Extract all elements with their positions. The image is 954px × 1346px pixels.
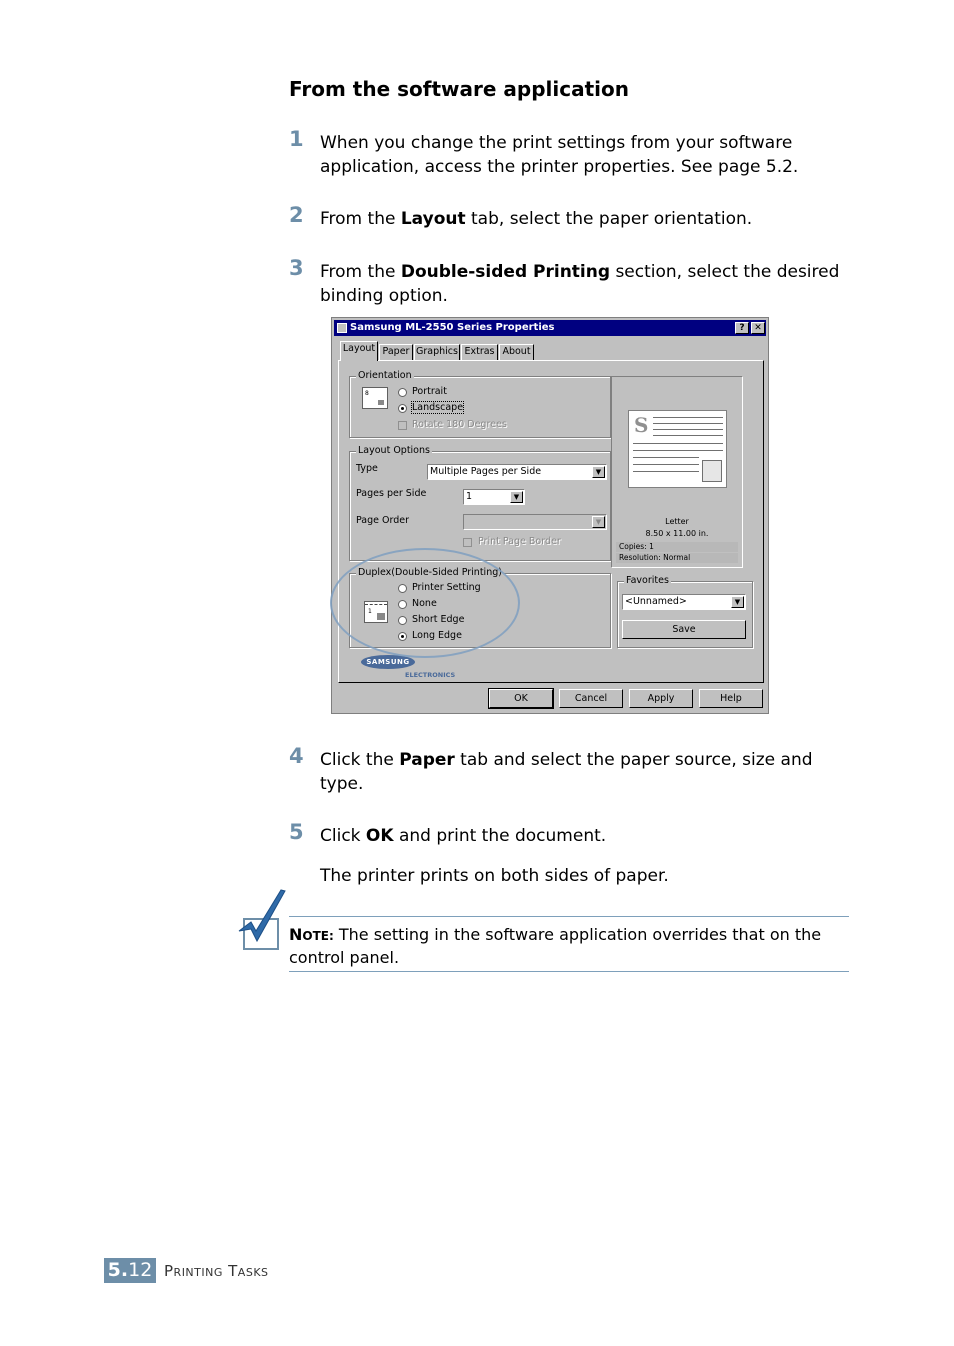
layout-options-legend: Layout Options — [358, 445, 430, 456]
page-preview — [611, 376, 743, 568]
rotate-label: Rotate 180 Degrees — [412, 419, 507, 430]
step-2: 2 From the Layout tab, select the paper orientation. — [289, 203, 753, 229]
step-number: 1 — [289, 127, 304, 151]
chevron-down-icon: ▼ — [592, 466, 605, 478]
type-select[interactable]: Multiple Pages per Side ▼ — [427, 464, 607, 480]
tab-extras[interactable]: Extras — [461, 344, 498, 360]
step-5: 5 Click OK and print the document. — [289, 820, 607, 846]
none-label: None — [412, 598, 437, 609]
dialog-titlebar — [334, 320, 766, 336]
step-number: 3 — [289, 256, 304, 280]
chapter-title: Printing Tasks — [164, 1262, 269, 1280]
tab-about[interactable]: About — [499, 344, 534, 360]
checkmark-note-icon — [237, 889, 289, 953]
ok-button[interactable]: OK — [489, 689, 553, 708]
samsung-logo: SAMSUNG — [361, 655, 415, 669]
page-order-select[interactable] — [463, 514, 607, 530]
duplex-legend: Duplex(Double-Sided Printing) — [358, 567, 502, 578]
apply-button[interactable]: Apply — [629, 689, 693, 708]
preview-copies: Copies: 1 — [616, 542, 738, 552]
rotate-checkbox[interactable] — [398, 421, 407, 430]
note-top-rule — [289, 916, 849, 917]
note-bottom-rule — [289, 971, 849, 972]
orientation-group — [349, 370, 611, 438]
portrait-label: Portrait — [412, 386, 447, 397]
favorites-legend: Favorites — [626, 575, 669, 586]
print-border-label: Print Page Border — [478, 536, 561, 547]
pages-per-side-label: Pages per Side — [356, 488, 427, 499]
preview-resolution: Resolution: Normal — [616, 553, 738, 563]
tab-paper[interactable]: Paper — [379, 344, 413, 360]
step-4: 4 Click the Paper tab and select the paper source, size and type. — [289, 744, 813, 794]
note-text: The setting in the software application overrides that on the control panel. — [289, 925, 822, 967]
portrait-radio[interactable] — [398, 388, 407, 397]
orientation-legend: Orientation — [358, 370, 412, 381]
cancel-button[interactable]: Cancel — [559, 689, 623, 708]
section-title: From the software application — [289, 77, 629, 101]
tab-graphics[interactable]: Graphics — [414, 344, 460, 360]
page-number: 5.12 — [104, 1258, 156, 1283]
dialog-title: Samsung ML-2550 Series Properties — [350, 322, 555, 333]
tab-layout[interactable]: Layout — [340, 341, 378, 361]
pages-per-side-select[interactable]: 1 ▼ — [463, 489, 525, 505]
highlight-ellipse — [330, 548, 520, 658]
long-edge-label: Long Edge — [412, 630, 462, 641]
preview-paper: Letter — [665, 517, 689, 526]
help-button[interactable]: Help — [699, 689, 763, 708]
page-order-label: Page Order — [356, 515, 410, 526]
step-1: 1 When you change the print settings from your software application, access the printer properties. See page 5.2. — [289, 127, 799, 177]
note-label: NOTE: — [289, 925, 334, 944]
step-3: 3 From the Double-sided Printing section, select the desired binding option. — [289, 256, 840, 306]
note-box — [289, 924, 849, 968]
landscape-label: Landscape — [412, 402, 464, 413]
step-number: 4 — [289, 744, 304, 768]
step-number: 2 — [289, 203, 304, 227]
close-icon[interactable]: ✕ — [751, 322, 765, 334]
layout-options-group — [349, 445, 611, 561]
chevron-down-icon: ▼ — [731, 596, 744, 608]
duplex-page-icon: 1 — [364, 601, 388, 623]
printer-icon — [337, 323, 347, 333]
step-number: 5 — [289, 820, 304, 844]
short-edge-label: Short Edge — [412, 614, 465, 625]
help-icon[interactable]: ? — [735, 322, 749, 334]
favorites-select[interactable]: <Unnamed> ▼ — [622, 594, 746, 610]
result-text: The printer prints on both sides of paper. — [320, 866, 669, 886]
landscape-radio[interactable] — [398, 404, 407, 413]
chevron-down-icon: ▼ — [510, 491, 523, 503]
samsung-electronics-text: ELECTRONICS — [405, 671, 456, 679]
save-button[interactable]: Save — [622, 620, 746, 639]
chevron-down-icon: ▼ — [592, 516, 605, 528]
landscape-page-icon: 8 — [362, 387, 388, 409]
preview-size: 8.50 x 11.00 in. — [645, 529, 709, 538]
printer-setting-label: Printer Setting — [412, 582, 481, 593]
type-label: Type — [356, 463, 378, 474]
favorites-group — [617, 575, 753, 648]
preview-page-icon: S — [628, 410, 727, 488]
print-border-checkbox[interactable] — [463, 538, 472, 547]
